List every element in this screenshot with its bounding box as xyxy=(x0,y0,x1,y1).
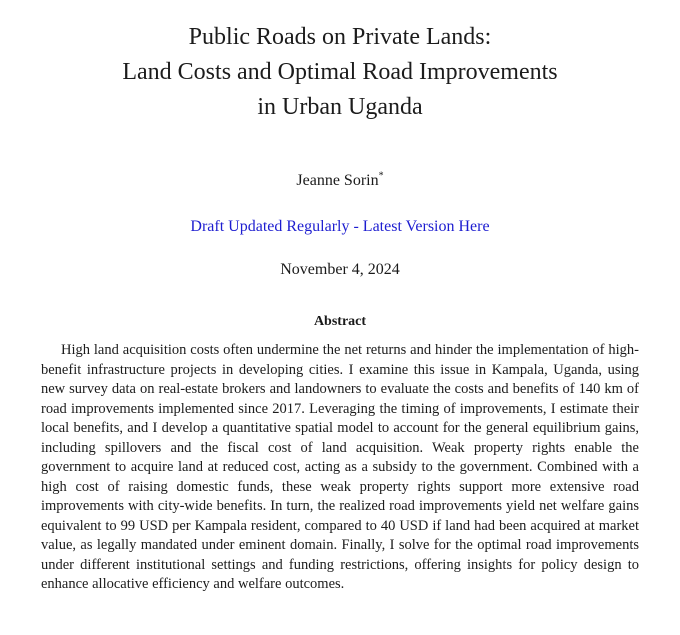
title-line-1: Public Roads on Private Lands: xyxy=(188,24,492,50)
draft-version-link[interactable]: Draft Updated Regularly - Latest Version Here xyxy=(190,218,490,235)
title-line-3: in Urban Uganda xyxy=(257,94,423,120)
abstract-heading: Abstract xyxy=(313,314,367,329)
author-name: Jeanne Sorin xyxy=(296,172,379,189)
author-footnote-mark[interactable]: * xyxy=(378,170,384,182)
author-block xyxy=(0,171,680,191)
title-line-2: Land Costs and Optimal Road Improvements xyxy=(122,59,558,85)
paper-title xyxy=(0,20,680,125)
abstract-text: High land acquisition costs often undermine the net returns and hinder the implementation of high-benefit infrastructure projects in developing cities. I examine this issue in Kampala, Uganda, using new survey data on real-estate brokers and landowners to evaluate the costs and benefits of 140 km of road improvements implemented since 2017. Leveraging the timing of improvements, I estimate their local benefits, and I develop a quantitative spatial model to account for the general equilibrium gains, including spillovers and the fiscal cost of land acquisition. Weak property rights enable the government to acquire land at reduced cost, acting as a subsidy to the government. Combined with a high cost of raising domestic funds, these weak property rights support more extensive road improvements with city-wide benefits. In turn, the realized road improvements yield net welfare gains equivalent to 99 USD per Kampala resident, compared to 40 USD if land had been acquired at market value, as legally mandated under eminent domain. Finally, I solve for the optimal road improvements under different institutional settings and funding restrictions, offering insights for policy design to enhance allocative efficiency and welfare outcomes. xyxy=(41,342,639,592)
paper-date: November 4, 2024 xyxy=(280,261,400,278)
